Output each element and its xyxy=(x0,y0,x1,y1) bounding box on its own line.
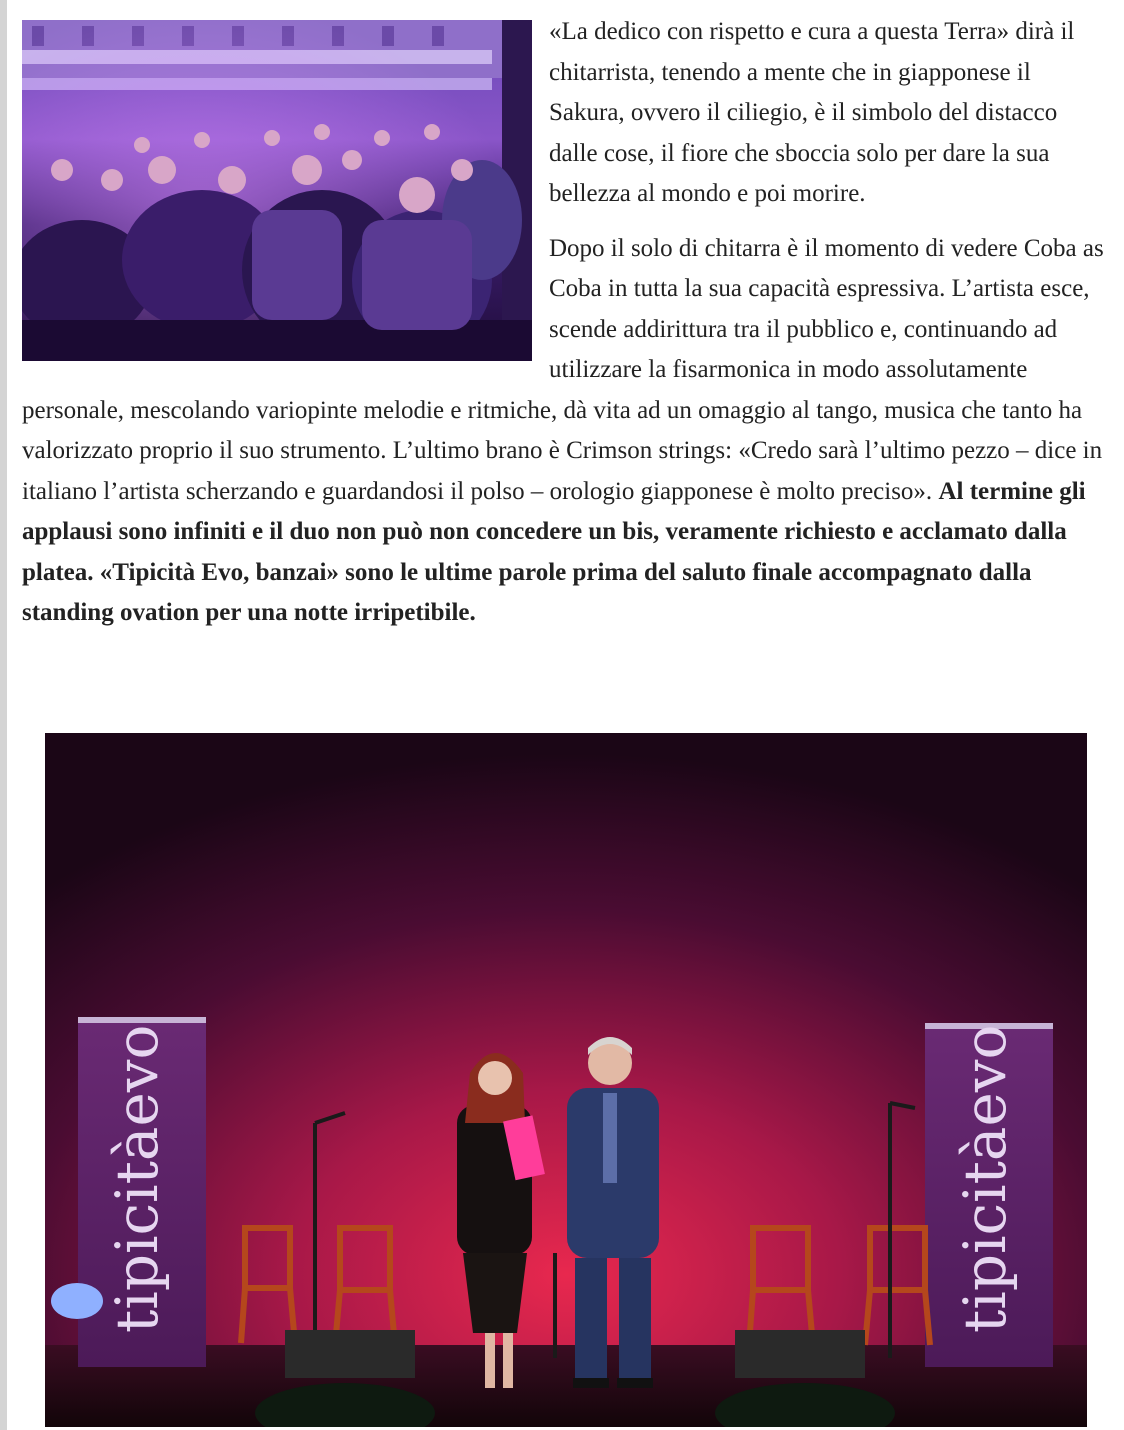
stage-photo-image xyxy=(45,733,1087,1427)
audience-photo-image xyxy=(22,20,532,361)
article-body xyxy=(22,12,1112,634)
paragraph-2-text: Dopo il solo di chitarra è il momento di vedere Coba as Coba in tutta la sua capacità espressiva. L’artista esce, scende addirittura tra il pubblico e, continuando ad utilizzare la fisarmonica in modo assolutamente personale, mescolando variopinte melodie e ritmiche, dà vita ad un omaggio al tango, musica che tanto ha valorizzato proprio il suo strumento. L’ultimo brano è Crimson strings: «Credo sarà l’ultimo pezzo – dice in italiano l’artista scherzando e guardandosi il polso – orologio giapponese è molto preciso». xyxy=(22,234,1104,505)
paragraph-1: «La dedico con rispetto e cura a questa Terra» dirà il chitarrista, tenendo a mente che in giapponese il Sakura, ovvero il ciliegio, è il simbolo del distacco dalle cose, il fiore che sboccia solo per dare la sua bellezza al mondo e poi morire. xyxy=(549,18,1075,207)
page-left-border xyxy=(0,0,7,1430)
banner-left-text: tipicitàevo xyxy=(103,1024,171,1333)
banner-right-text: tipicitàevo xyxy=(951,1024,1019,1333)
audience-photo xyxy=(22,20,532,361)
stage-photo xyxy=(45,733,1087,1427)
paragraph-2-bold-text: Al termine gli applausi sono infiniti e il duo non può non concedere un bis, veramente richiesto e acclamato dalla platea. «Tipicità Evo, banzai» sono le ultime parole prima del saluto finale accompagnato dalla standing ovation per una notte irripetibile. xyxy=(22,477,1086,626)
